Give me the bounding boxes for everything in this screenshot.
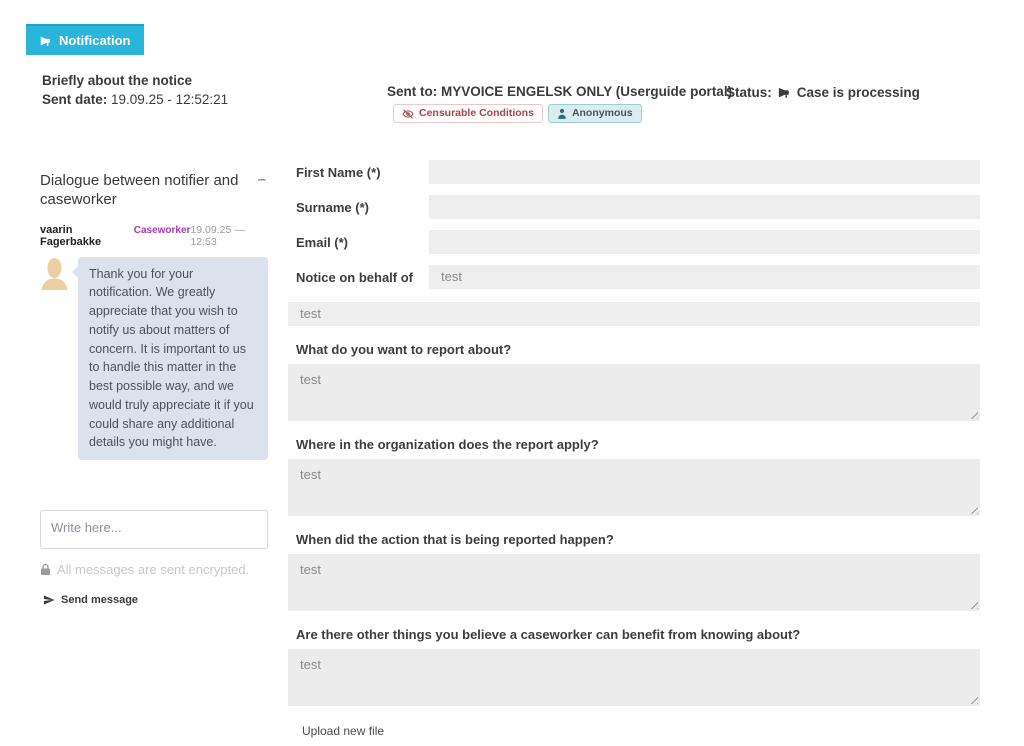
status-label: Status: bbox=[726, 85, 772, 100]
question-report-about-value: test bbox=[300, 372, 321, 387]
message-author: vaarin Fagerbakke bbox=[40, 223, 102, 248]
avatar bbox=[40, 257, 69, 304]
notification-tab[interactable] bbox=[26, 24, 144, 55]
collapse-button[interactable]: – bbox=[257, 171, 266, 188]
surname-label: Surname (*) bbox=[296, 200, 369, 215]
censurable-badge-label: Censurable Conditions bbox=[419, 107, 534, 120]
form-row-on-behalf-of bbox=[288, 265, 980, 289]
question-when-label: When did the action that is being reported happen? bbox=[296, 532, 614, 547]
censurable-conditions-badge bbox=[393, 104, 543, 123]
sent-to-label: Sent to: bbox=[387, 84, 438, 99]
sent-to-value: MYVOICE ENGELSK ONLY (Userguide portal) bbox=[441, 84, 733, 99]
message-bubble: Thank you for your notification. We greatly appreciate that you wish to notify us about matters of concern. It is important to us to handle this matter in the best possible way, and we would truly appreciate it if you could share any additional details you might have. bbox=[78, 257, 268, 461]
question-when-field[interactable] bbox=[288, 554, 980, 611]
sent-date-line bbox=[42, 91, 228, 110]
person-icon bbox=[557, 108, 567, 119]
question-report-about-field[interactable] bbox=[288, 364, 980, 421]
form-row-first-name bbox=[288, 160, 980, 184]
resize-handle[interactable] bbox=[969, 410, 978, 419]
question-report-about-label: What do you want to report about? bbox=[296, 342, 512, 357]
encrypted-note-text: All messages are sent encrypted. bbox=[57, 562, 250, 577]
dialogue-header bbox=[40, 172, 268, 210]
lock-icon bbox=[40, 563, 51, 576]
surname-field[interactable] bbox=[429, 195, 980, 219]
anonymous-badge bbox=[548, 104, 642, 123]
status-value: Case is processing bbox=[796, 85, 920, 100]
brief-title: Briefly about the notice bbox=[42, 73, 193, 88]
question-other-field[interactable] bbox=[288, 649, 980, 706]
question-other-label: Are there other things you believe a caseworker can benefit from knowing about? bbox=[296, 627, 801, 642]
question-other-value: test bbox=[300, 657, 321, 672]
first-name-field[interactable] bbox=[429, 160, 980, 184]
notice-form bbox=[288, 160, 980, 740]
megaphone-icon bbox=[777, 85, 792, 100]
send-message-label: Send message bbox=[61, 594, 139, 606]
notice-brief bbox=[42, 72, 228, 110]
dialogue-panel bbox=[40, 172, 268, 460]
message-meta bbox=[40, 224, 268, 248]
resize-handle[interactable] bbox=[969, 695, 978, 704]
sent-to-block bbox=[387, 84, 732, 123]
megaphone-icon bbox=[39, 34, 53, 48]
upload-new-file-link[interactable]: Upload new file bbox=[302, 724, 385, 738]
dialogue-title: Dialogue between notifier and caseworker bbox=[40, 172, 239, 208]
first-name-label: First Name (*) bbox=[296, 165, 381, 180]
message-author-role: Caseworker bbox=[133, 224, 191, 236]
anonymous-badge-label: Anonymous bbox=[571, 107, 633, 120]
question-where-value: test bbox=[300, 467, 321, 482]
message-composer bbox=[40, 510, 268, 611]
badge-row bbox=[393, 104, 732, 123]
resize-handle[interactable] bbox=[969, 505, 978, 514]
email-label: Email (*) bbox=[296, 235, 349, 250]
on-behalf-of-field[interactable]: test bbox=[429, 265, 980, 289]
message-input[interactable] bbox=[40, 510, 268, 549]
message-row bbox=[40, 257, 268, 461]
sent-date-label: Sent date: bbox=[42, 91, 108, 107]
on-behalf-of-label: Notice on behalf of bbox=[296, 270, 413, 285]
status-block bbox=[726, 85, 920, 100]
form-row-surname bbox=[288, 195, 980, 219]
notification-tab-label: Notification bbox=[59, 33, 131, 48]
email-field[interactable] bbox=[429, 230, 980, 254]
sent-date-value: 19.09.25 - 12:52:21 bbox=[111, 91, 229, 107]
question-where-field[interactable] bbox=[288, 459, 980, 516]
paper-plane-icon bbox=[43, 594, 55, 606]
question-where-label: Where in the organization does the report apply? bbox=[296, 437, 599, 452]
form-row-email bbox=[288, 230, 980, 254]
extra-field[interactable]: test bbox=[288, 302, 980, 326]
eye-slash-icon bbox=[402, 109, 414, 119]
send-message-button[interactable] bbox=[43, 594, 138, 606]
question-when-value: test bbox=[300, 562, 321, 577]
message-timestamp: 19.09.25 — 12:53 bbox=[190, 223, 245, 248]
sent-to-line bbox=[387, 84, 732, 99]
resize-handle[interactable] bbox=[969, 600, 978, 609]
encrypted-note bbox=[40, 562, 268, 577]
